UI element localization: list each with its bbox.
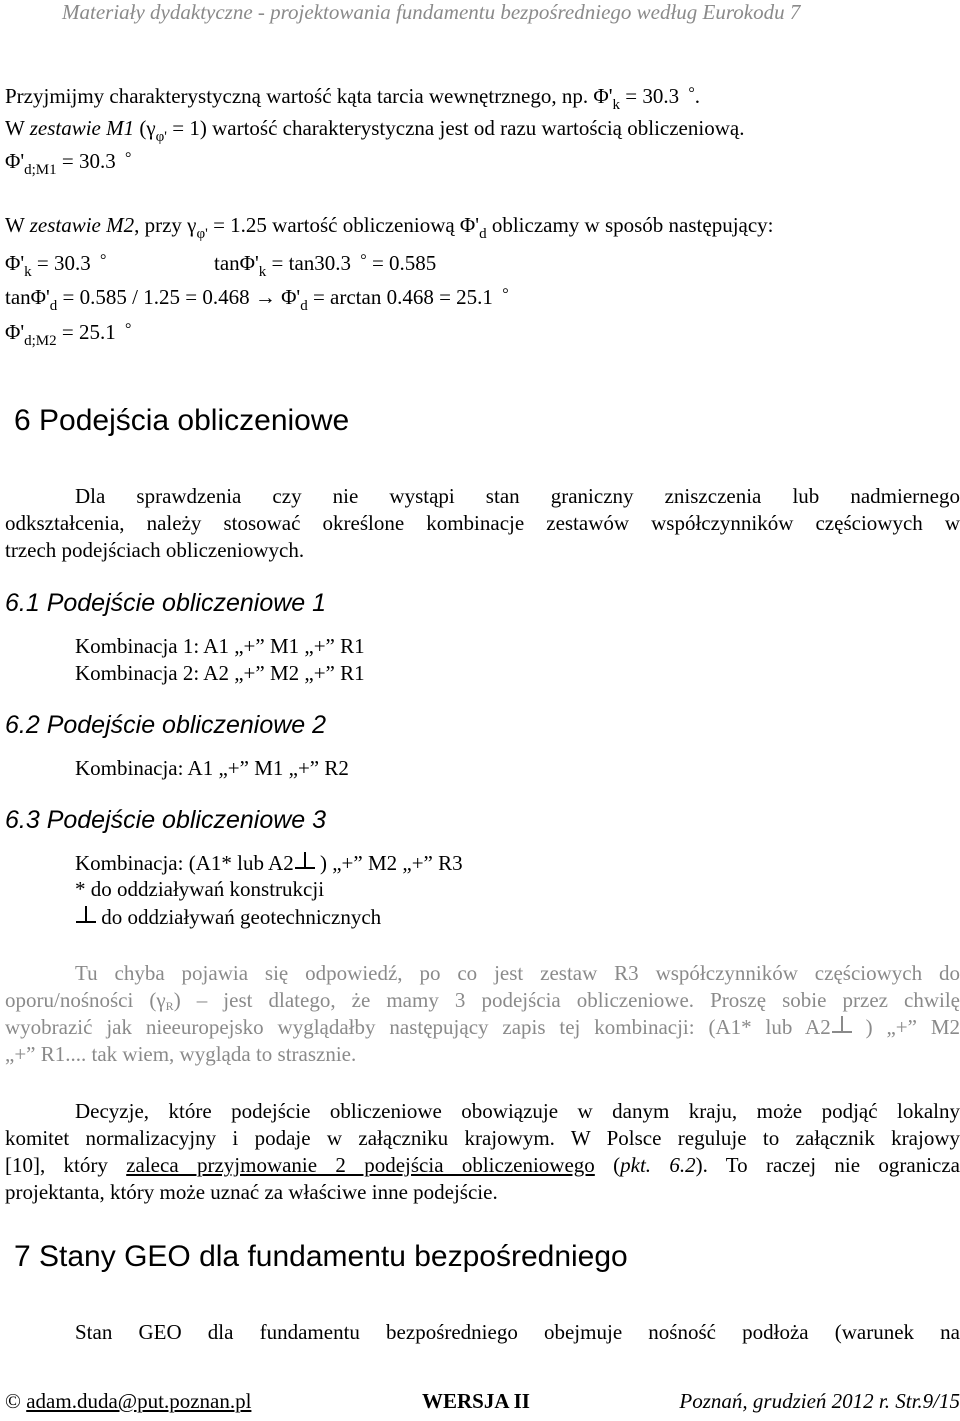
section-6-paragraph: Dla sprawdzenia czy nie wystąpi stan graniczny zniszczenia lub nadmiernego odkształcenia, należy stosować określone kombinacje zestawów współczynników częściowych w trzech podejściach obliczeniowych. xyxy=(5,484,960,562)
section-6-3-heading: 6.3 Podejście obliczeniowe 3 xyxy=(5,806,327,834)
combination-line: Kombinacja: (A1* lub A2 ) „+” M2 „+” R3 xyxy=(75,851,463,875)
perpendicular-icon xyxy=(295,852,315,870)
combination-line: Kombinacja 2: A2 „+” M2 „+” R1 xyxy=(75,661,365,685)
decision-paragraph: Decyzje, które podejście obliczeniowe obowiązuje w danym kraju, może podjąć lokalny komitet normalizacyjny i podaje w załączniku krajowym. W Polsce reguluje to załącznik krajowy [10], który zaleca przyjmowanie 2 podejścia obliczeniowego (pkt. 6.2). To raczej nie ogranicza projektanta, który może uznać za właściwe inne podejście. xyxy=(5,1099,960,1204)
author-email-link[interactable]: adam.duda@put.poznan.pl xyxy=(26,1389,252,1413)
footer-contact: © adam.duda@put.poznan.pl xyxy=(5,1389,252,1413)
calc-line-2: W zestawie M1 $(\gamma_{\varphi'} = 1)$ wartość charakterystyczna jest od razu wartością obliczeniową. xyxy=(5,116,745,145)
combination-line: Kombinacja: A1 „+” M1 „+” R2 xyxy=(75,756,349,780)
footnote-line: do oddziaływań geotechnicznych xyxy=(75,906,381,928)
calc-line-7: $\Phi'_{d;M2} = 25.1$ ° xyxy=(5,320,132,349)
footer-version: WERSJA II xyxy=(422,1389,530,1413)
comment-paragraph: Tu chyba pojawia się odpowiedź, po co jest zestaw R3 współczynników częściowych do oporu/nośności $(\gamma_R)$ – jest dlatego, że mamy 3 podejścia obliczeniowe. Proszę sobie przez chwilę wyobrazić jak nieeuropejsko wyglądałby następujący zapis tej kombinacji: (A1* lub A2 ) „+” M2 „+” R1.... tak wiem, wygląda to strasznie. xyxy=(5,961,960,1066)
perpendicular-icon xyxy=(832,1016,852,1034)
calc-line-3: $\Phi'_{d;M1} = 30.3$ ° xyxy=(5,149,132,178)
section-7-paragraph: Stan GEO dla fundamentu bezpośredniego obejmuje nośność podłoża (warunek na xyxy=(75,1320,960,1344)
calc-line-5-right: $\tan\Phi'_k = \tan 30.3$ ° = 0.585 xyxy=(214,251,437,280)
footer-place-page: Poznań, grudzień 2012 r. Str.9/15 xyxy=(679,1389,960,1413)
calc-line-5: $\Phi'_k = 30.3$ ° xyxy=(5,251,107,280)
combination-line: Kombinacja 1: A1 „+” M1 „+” R1 xyxy=(75,634,365,658)
calc-line-1: Przyjmijmy charakterystyczną wartość kąta tarcia wewnętrznego, np. $\Phi'_k = 30.3$ °. xyxy=(5,84,700,113)
calc-line-4: W zestawie M2, przy $\gamma_{\varphi'} = 1.25$ wartość obliczeniową $\Phi'_d$ obliczamy w sposób następujący: xyxy=(5,213,774,242)
footnote-line: * do oddziaływań konstrukcji xyxy=(75,877,325,901)
running-header: Materiały dydaktyczne - projektowania fundamentu bezpośredniego według Eurokodu 7 xyxy=(62,0,801,24)
perpendicular-icon xyxy=(76,906,96,924)
section-6-2-heading: 6.2 Podejście obliczeniowe 2 xyxy=(5,711,327,739)
section-6-1-heading: 6.1 Podejście obliczeniowe 1 xyxy=(5,589,327,617)
calc-line-6: $\tan\Phi'_d = 0.585 / 1.25 = 0.468 \to \Phi'_d = \arctan 0.468 = 25.1$ ° xyxy=(5,285,509,314)
page-footer xyxy=(5,1389,960,1419)
section-6-heading: 6 Podejścia obliczeniowe xyxy=(14,404,350,437)
section-7-heading: 7 Stany GEO dla fundamentu bezpośredniego xyxy=(14,1240,628,1273)
